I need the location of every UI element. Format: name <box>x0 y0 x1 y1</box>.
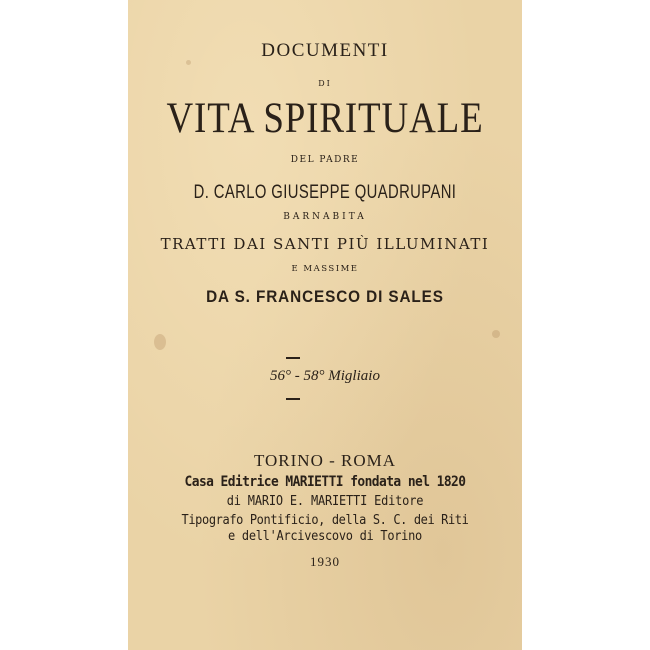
imprint-city: TORINO - ROMA <box>253 451 397 470</box>
heading-connector: DI <box>318 79 332 88</box>
author-name: D. CARLO GIUSEPPE QUADRUPANI <box>193 182 457 203</box>
subtitle-line-1: TRATTI DAI SANTI PIÙ ILLUMINATI <box>160 235 490 253</box>
foxing-spot <box>154 334 166 350</box>
subtitle-connector: E MASSIME <box>291 264 359 274</box>
divider-rule-top <box>286 357 300 359</box>
imprint-year: 1930 <box>310 554 340 569</box>
imprint-printer: Tipografo Pontificio, della S. C. dei Riti <box>181 513 469 528</box>
imprint-printer-line-2: e dell'Arcivescovo di Torino <box>228 529 422 544</box>
book-title-page <box>128 0 522 650</box>
imprint-publisher: Casa Editrice MARIETTI fondata nel 1820 <box>184 474 466 490</box>
imprint-editor: di MARIO E. MARIETTI Editore <box>226 494 424 509</box>
book-title: VITA SPIRITUALE <box>166 95 484 142</box>
foxing-spot <box>492 330 500 338</box>
subtitle-line-2: DA S. FRANCESCO DI SALES <box>206 287 444 306</box>
edition-statement: 56° - 58° Migliaio <box>270 368 380 384</box>
heading: DOCUMENTI <box>261 40 389 61</box>
author-order: BARNABITA <box>283 212 367 222</box>
author-intro: DEL PADRE <box>290 155 360 165</box>
divider-rule-bottom <box>286 398 300 400</box>
